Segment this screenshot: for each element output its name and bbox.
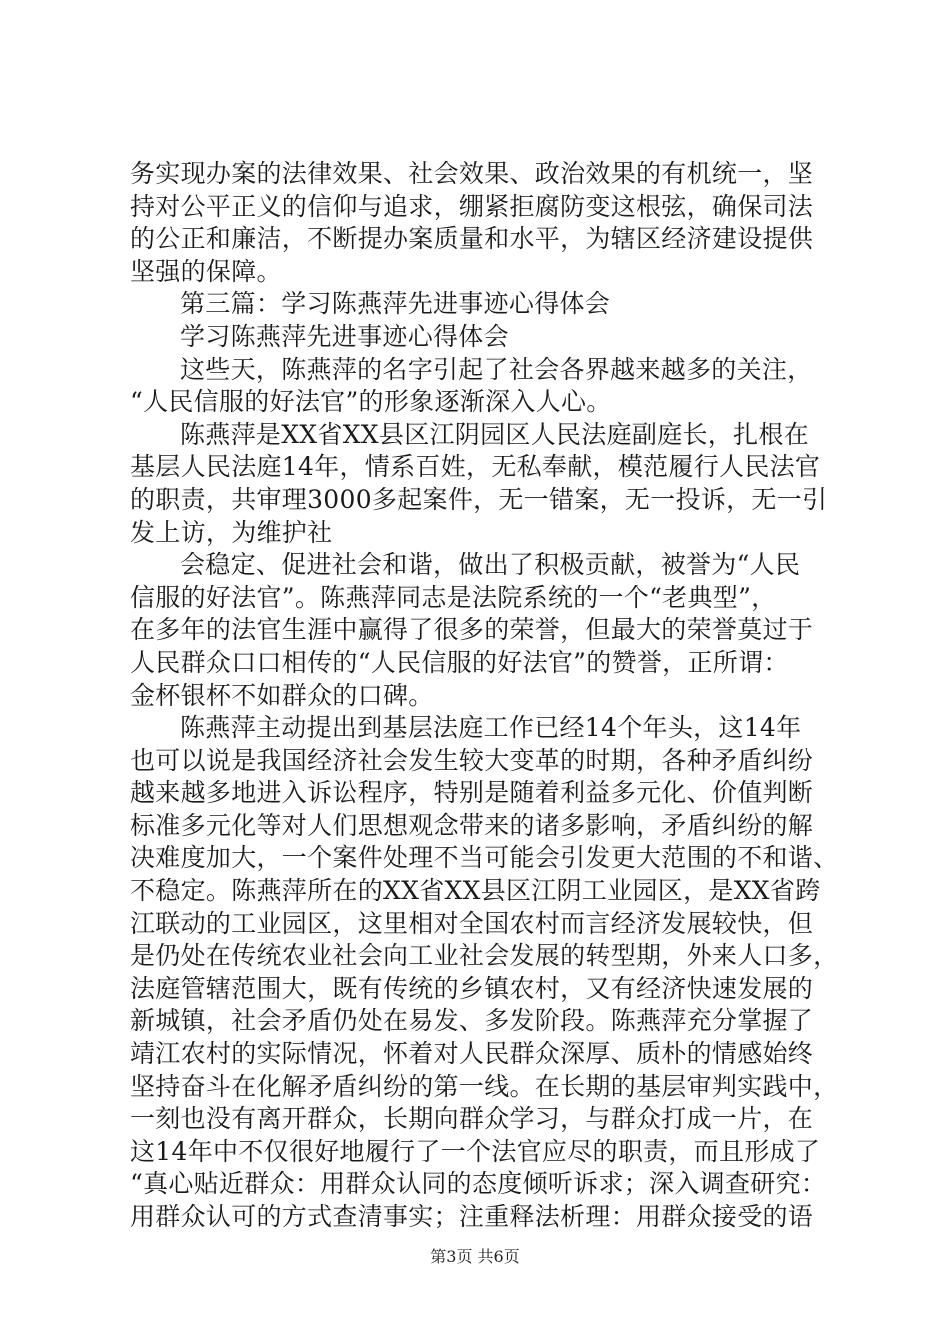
text-line: 用群众认可的方式查清事实；注重释法析理：用群众接受的语 [130,1202,814,1231]
text-line: 学习陈燕萍先进事迹心得体会 [180,321,509,351]
text-line: 的公正和廉洁，不断提办案质量和水平，为辖区经济建设提供 [130,224,814,254]
text-line: 这些天，陈燕萍的名字引起了社会各界越来越多的关注， [180,354,813,384]
text-line: 也可以说是我国经济社会发生较大变革的时期，各种矛盾纠纷 [130,745,814,775]
text-line: 务实现办案的法律效果、社会效果、政治效果的有机统一，坚 [130,159,814,188]
text-line: 第三篇：学习陈燕萍先进事迹心得体会 [180,289,611,319]
document-body [130,158,839,1234]
text-line: 人民群众口口相传的“人民信服的好法官”的赞誉，正所谓： [130,647,789,677]
text-line: 新城镇，社会矛盾仍处在易发、多发阶段。陈燕萍充分掌握了 [130,1006,814,1036]
text-line: 标准多元化等对人们思想观念带来的诸多影响，矛盾纠纷的解 [130,810,814,840]
text-line: 持对公平正义的信仰与追求，绷紧拒腐防变这根弦，确保司法 [130,191,814,221]
text-line: 发上访，为维护社 [130,517,333,547]
text-line: 坚持奋斗在化解矛盾纠纷的第一线。在长期的基层审判实践中， [130,1071,839,1101]
page-footer: 第3页 共6页 [430,1247,520,1266]
text-line: “人民信服的好法官”的形象逐渐深入人心。 [130,387,612,417]
text-line: 决难度加大，一个案件处理不当可能会引发更大范围的不和谐、 [130,843,839,873]
text-line: 陈燕萍主动提出到基层法庭工作已经14个年头，这14年 [180,713,802,743]
text-line: 信服的好法官”。陈燕萍同志是法院系统的一个“老典型”， [130,582,777,612]
text-line: 坚强的保障。 [130,256,282,286]
text-line: 在多年的法官生涯中赢得了很多的荣誉，但最大的荣誉莫过于 [130,615,814,645]
text-line: 是仍处在传统农业社会向工业社会发展的转型期，外来人口多， [130,941,839,971]
text-line: 金杯银杯不如群众的口碑。 [130,680,434,710]
text-line: 会稳定、促进社会和谐，做出了积极贡献，被誉为“人民 [180,550,801,580]
text-line: 越来越多地进入诉讼程序，特别是随着利益多元化、价值判断 [130,778,814,808]
text-line: “真心贴近群众：用群众认同的态度倾听诉求；深入调查研究： [130,1169,827,1199]
text-line: 的职责，共审理3000多起案件，无一错案，无一投诉，无一引 [130,484,828,514]
text-line: 基层人民法庭14年，情系百姓，无私奉献，模范履行人民法官 [130,452,821,482]
text-line: 不稳定。陈燕萍所在的XX省XX县区江阴工业园区，是XX省跨 [130,876,821,906]
text-line: 法庭管辖范围大，既有传统的乡镇农村，又有经济快速发展的 [130,973,814,1003]
text-line: 陈燕萍是XX省XX县区江阴园区人民法庭副庭长，扎根在 [180,419,809,449]
text-line: 一刻也没有离开群众，长期向群众学习，与群众打成一片，在 [130,1104,814,1134]
text-line: 这14年中不仅很好地履行了一个法官应尽的职责，而且形成了 [130,1136,821,1166]
text-line: 江联动的工业园区，这里相对全国农村而言经济发展较快，但 [130,908,814,938]
text-line: 靖江农村的实际情况，怀着对人民群众深厚、质朴的情感始终 [130,1039,814,1069]
